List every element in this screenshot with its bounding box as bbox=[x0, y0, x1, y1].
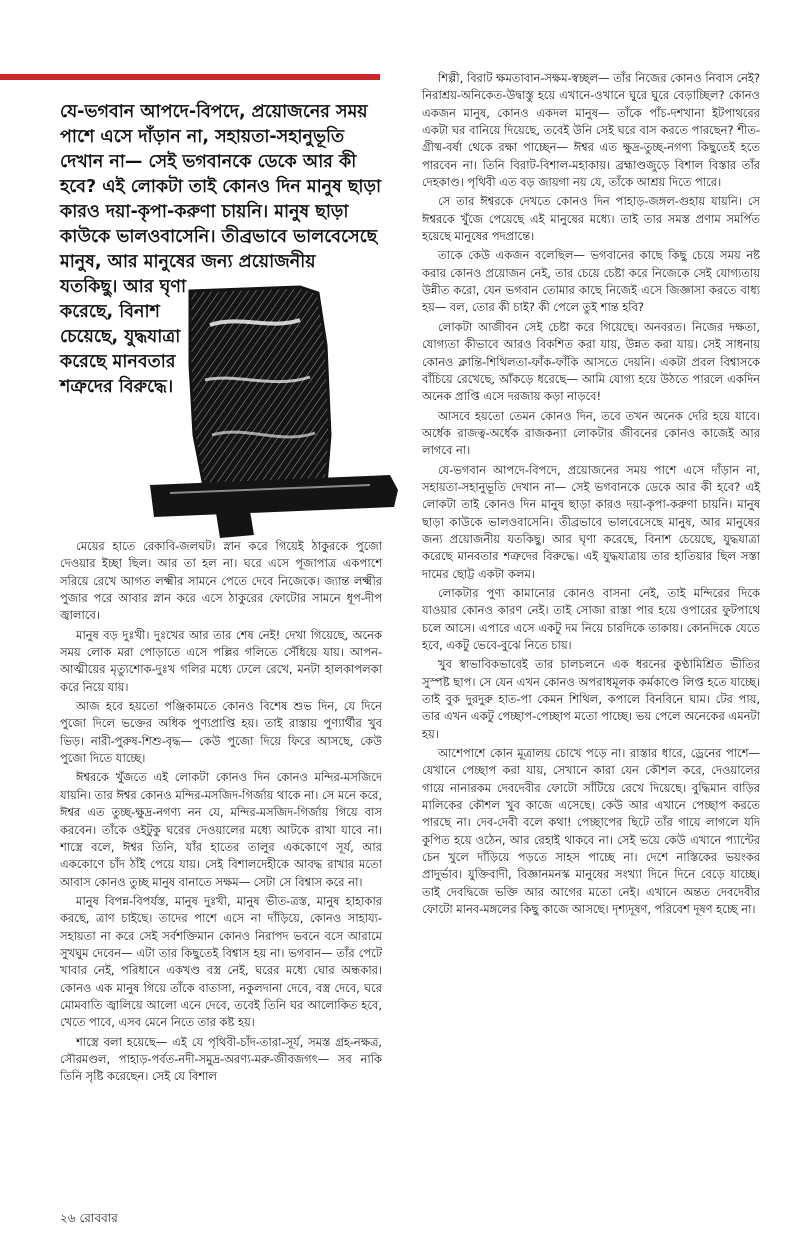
page-number: ২৬ bbox=[60, 1211, 76, 1225]
brush-ink-illustration bbox=[150, 285, 400, 540]
paragraph: শাস্ত্রে বলা হয়েছে— এই যে পৃথিবী-চাঁদ-তারা-সূর্য, সমস্ত গ্রহ-নক্ষত্র, সৌরমণ্ডল, পাহাড়-পর্বত-নদী-সমুদ্র-অরণ্য-মরু-জীবজগৎ— সব নাকি তিনি সৃষ্টি করেছেন। সেই যে বিশাল bbox=[60, 1034, 382, 1084]
paragraph: আজ হবে হয়তো পঞ্জিকামতে কোনও বিশেষ শুভ দিন, যে দিনে পুজো দিলে ভক্তের অধিক পুণ্যপ্রাপ্তি হয়। তাই রাস্তায় পুণ্যার্থীর খুব ভিড়। নারী-পুরুষ-শিশু-বৃদ্ধ— কেউ পুজো দিয়ে ফিরে আসছে, কেউ পুজো দিতে যাচ্ছে। bbox=[60, 699, 382, 766]
paragraph: খুব স্বাভাবিকভাবেই তার চালচলনে এক ধরনের কুণ্ঠামিশ্রিত ভীতির সুস্পষ্ট ছাপ। সে যেন এখন কোনও অপরাধমূলক কর্মকাণ্ডে লিপ্ত হতে যাচ্ছে। তাই বুক দুরদুরু হাত-পা কেমন শিথিল, কপালে বিনবিনে ঘাম। টের পায়, তার এখন একটু পেচ্ছাপ-পেচ্ছাপ মতো পাচ্ছে। ভয় পেলে অনেকের এমনটা হয়। bbox=[422, 657, 760, 741]
paragraph: শিল্পী, বিরাট ক্ষমতাবান-সক্ষম-স্বচ্ছল— তাঁর নিজের কোনও নিবাস নেই? নিরাশ্রয়-অনিকেত-উদ্বাস্তু হয়ে এখানে-ওখানে ঘুরে ঘুরে বেড়াচ্ছিল? কোনও একজন মানুষ, কোনও একদল মানুষ— তাঁকে পাঁচ-দশখানা ইটপাথরের একটা ঘর বানিয়ে দিয়েছে, তবেই উনি সেই ঘরে বাস করতে পারছেন? শীত-গ্রীষ্ম-বর্ষা থেকে রক্ষা পাচ্ছেন— ঈশ্বর এত ক্ষুদ্র-তুচ্ছ-নগণ্য কিছুতেই হতে পারবেন না। তিনি বিরাট-বিশাল-মহাকায়। ব্রহ্মাণ্ডজুড়ে বিশাল বিস্তার তাঁর দেহকাণ্ড। পৃথিবী এত বড় জায়গা নয় যে, তাঁকে আশ্রয় দিতে পারে। bbox=[422, 71, 760, 190]
paragraph: লোকটার পুণ্য কামানোর কোনও বাসনা নেই, তাই মন্দিরের দিকে যাওয়ার কোনও কারণ নেই। তাই সোজা রাস্তা পার হয়ে ওপারের ফুটপাথে চলে আসে। এপারে এসে একটু দম নিয়ে চারদিকে তাকায়। কোনদিকে যেতে হবে, একটু ভেবে-বুঝে নিতে চায়। bbox=[422, 585, 760, 652]
paragraph: মেয়ের হাতে রেকাবি-জলঘট। স্নান করে গিয়েই ঠাকুরকে পুজো দেওয়ার ইচ্ছা ছিল। আর তা হল না। ঘরে এসে পূজাপাত্র একপাশে সরিয়ে রেখে আগত লক্ষ্মীর সামনে পেতে দেবে নিজেকে। জ্যান্ত লক্ষ্মীর পুজার পরে আবার স্নান করে এসে ঠাকুরের ফোটোর সামনে ধূপ-দীপ জ্বালাবে। bbox=[60, 539, 382, 623]
left-column-text bbox=[60, 538, 382, 1088]
paragraph: মানুষ বিপন্ন-বিপর্যস্ত, মানুষ দুঃখী, মানুষ ভীত-ত্রস্ত, মানুষ হাহাকার করছে, ত্রাণ চাইছে। তাদের পাশে এসে না দাঁড়িয়ে, কোনও সাহায্য-সহায়তা না করে সেই সর্বশক্তিমান কোনও নিরাপদ ভবনে বসে আরামে সুখঘুম দেবেন— এটা তার কিছুতেই বিশ্বাস হয় না। ভগবান— তাঁর পেটে খাবার নেই, পরিধানে একখণ্ড বস্ত্র নেই, ঘরের মধ্যে ঘোর অন্ধকার। কোনও এক মানুষ গিয়ে তাঁকে বাতাসা, নকুলদানা দেবে, বস্ত্র দেবে, ঘরে মোমবাতি জ্বালিয়ে আলো এনে দেবে, তবেই তিনি ঘর আলোকিত হবে, খেতে পাবে, এসব মেনে নিতে তার কষ্ট হয়। bbox=[60, 893, 382, 1030]
paragraph: আসবে হয়তো তেমন কোনও দিন, তবে তখন অনেক দেরি হয়ে যাবে। অর্ধেক রাজত্ব-অর্ধেক রাজকন্যা লোকটার জীবনের কোনও কাজেই আর লাগবে না। bbox=[422, 408, 760, 458]
paragraph: আশেপাশে কোন মূত্রালয় চোখে পড়ে না। রাস্তার ধারে, ড্রেনের পাশে— যেখানে পেচ্ছাপ করা যায়, সেখানে কারা যেন কৌশল করে, দেওয়ালের গায়ে নানারকম দেবদেবীর ফোটো সাঁটিয়ে রেখে দিয়েছে। বুদ্ধিমান বাড়ির মালিকের কৌশল খুব কাজে এসেছে। কেউ আর এখানে পেচ্ছাপ করতে পারছে না। দেব-দেবী বলে কথা! পেচ্ছাপের ছিটে তাঁর গায়ে লাগলে যদি কুপিত হয়ে ওঠেন, আর রেহাই থাকবে না। সেই ভয়ে কেউ এখানে প্যান্টের চেন খুলে দাঁড়িয়ে পড়তে সাহস পাচ্ছে না। দেশে নাস্তিকের ভয়ংকর প্রাদুর্ভাব। যুক্তিবাদী, বিজ্ঞানমনস্ক মানুষের সংখ্যা দিনে দিনে বেড়ে যাচ্ছে। তাই দেবদ্বিজে ভক্তি আর আগের মতো নেই। এখানে অন্তত দেবদেবীর ফোটো মানব-মঙ্গলের কিছু কাজে আসছে। দৃশ্যদূষণ, পরিবেশ দূষণ হচ্ছে না। bbox=[422, 746, 760, 917]
right-column-text bbox=[422, 70, 760, 921]
red-accent-rule bbox=[0, 74, 380, 80]
paragraph: তাকে কেউ একজন বলেছিল— ভগবানের কাছে কিছু চেয়ে সময় নষ্ট করার কোনও প্রয়োজন নেই, তার চেয়ে চেষ্টা করে নিজেকে সেই যোগ্যতায় উন্নীত করো, যেন ভগবান তোমার কাছে নিজেই এসে জিজ্ঞাসা করতে বাধ্য হয়— বল, তোর কী চাই? কী পেলে তুই শান্ত হবি? bbox=[422, 248, 760, 315]
page-footer bbox=[60, 1210, 118, 1230]
pull-quote-tail: যতকিছু। আর ঘৃণা করেছে, বিনাশ চেয়েছে, যুদ্ধযাত্রা করেছে মানবতার শত্রুদের বিরুদ্ধে। bbox=[60, 277, 187, 397]
paragraph: মানুষ বড় দুঃখী। দুঃখের আর তার শেষ নেই! দেখা গিয়েছে, অনেক সময় লোক মরা পোড়াতে এসে পল্লির গলিতে সেঁধিয়ে যায়। আপন-আত্মীয়ের মৃত্যুশোক-দুঃখ গলির মধ্যে ঢেলে রেখে, মনটা হালকাপলকা করে নিয়ে যায়। bbox=[60, 627, 382, 694]
paragraph: সে তার ঈশ্বরকে দেখতে কোনও দিন পাহাড়-জঙ্গল-গুহায় যায়নি। সে ঈশ্বরকে খুঁজে পেয়েছে এই মানুষের মধ্যে। তাই তার সমস্ত প্রণাম সমর্পিত হয়েছে মানুষের পদপ্রান্তে। bbox=[422, 194, 760, 244]
pull-quote-lead: যে-ভগবান আপদে-বিপদে, প্রয়োজনের সময় পাশে এসে দাঁড়ান না, সহায়তা-সহানুভূতি দেখান না— সেই ভগবানকে ডেকে আর কী হবে? এই লোকটা তাই কোনও দিন মানুষ ছাড়া কারও দয়া-কৃপা-করুণা চায়নি। মানুষ ছাড়া কাউকে ভালওবাসেনি। তীব্রভাবে ভালবেসেছে মানুষ, আর মানুষের জন্য প্রয়োজনীয় bbox=[60, 102, 382, 272]
paragraph: ঈশ্বরকে খুঁজতে এই লোকটা কোনও দিন কোনও মন্দির-মসজিদে যায়নি। তার ঈশ্বর কোনও মন্দির-মসজিদ-গির্জায় থাকে না। সে মনে করে, ঈশ্বর এত তুচ্ছ-ক্ষুদ্র-নগণ্য নন যে, মন্দির-মসজিদ-গির্জায় গিয়ে বাস করবেন। তাঁকে ওইটুকু ঘরের দেওয়ালের মধ্যে আটকে রাখা যাবে না। শাস্ত্রে বলে, ঈশ্বর তিনি, যাঁর হাতের তালুর এককোণে সূর্য, আর এককোণে চাঁদ ঠাঁই পেয়ে যায়। সেই বিশালদেহীকে আবদ্ধ রাখার মতো আবাস কোনও তুচ্ছ মানুষ বানাতে সক্ষম— সেটা সে বিশ্বাস করে না। bbox=[60, 770, 382, 889]
paragraph: যে-ভগবান আপদে-বিপদে, প্রয়োজনের সময় পাশে এসে দাঁড়ান না, সহায়তা-সহানুভূতি দেখান না— সেই ভগবানকে ডেকে আর কী হবে? এই লোকটা তাই কোনও দিন মানুষ ছাড়া কারও দয়া-কৃপা-করুণা চায়নি। মানুষ ছাড়া কাউকে ভালওবাসেনি। তীব্রভাবে ভালবেসেছে মানুষ, আর মানুষের জন্য প্রয়োজনীয় যতকিছু। আর ঘৃণা করেছে, বিনাশ চেয়েছে, যুদ্ধযাত্রা করেছে মানবতার শত্রুদের বিরুদ্ধে। এই যুদ্ধযাত্রায় তার হাতিয়ার ছিল সস্তা দামের ছোট্ট একটা কলম। bbox=[422, 462, 760, 581]
section-name: রোববার bbox=[79, 1211, 118, 1225]
paragraph: লোকটা আজীবন সেই চেষ্টা করে গিয়েছে। অনবরত। নিজের দক্ষতা, যোগ্যতা কীভাবে আরও বিকশিত করা যায়, উন্নত করা যায়। সেই সাধনায় কোনও ক্লান্তি-শিথিলতা-ফাঁক-ফাঁকি আসতে দেয়নি। একটা প্রবল বিশ্বাসকে বাঁচিয়ে রেখেছে, আঁকড়ে ধরেছে— আমি যোগ্য হয়ে উঠতে পারলে একদিন অনেক প্রাপ্তি এসে দরজায় কড়া নাড়বে! bbox=[422, 319, 760, 404]
